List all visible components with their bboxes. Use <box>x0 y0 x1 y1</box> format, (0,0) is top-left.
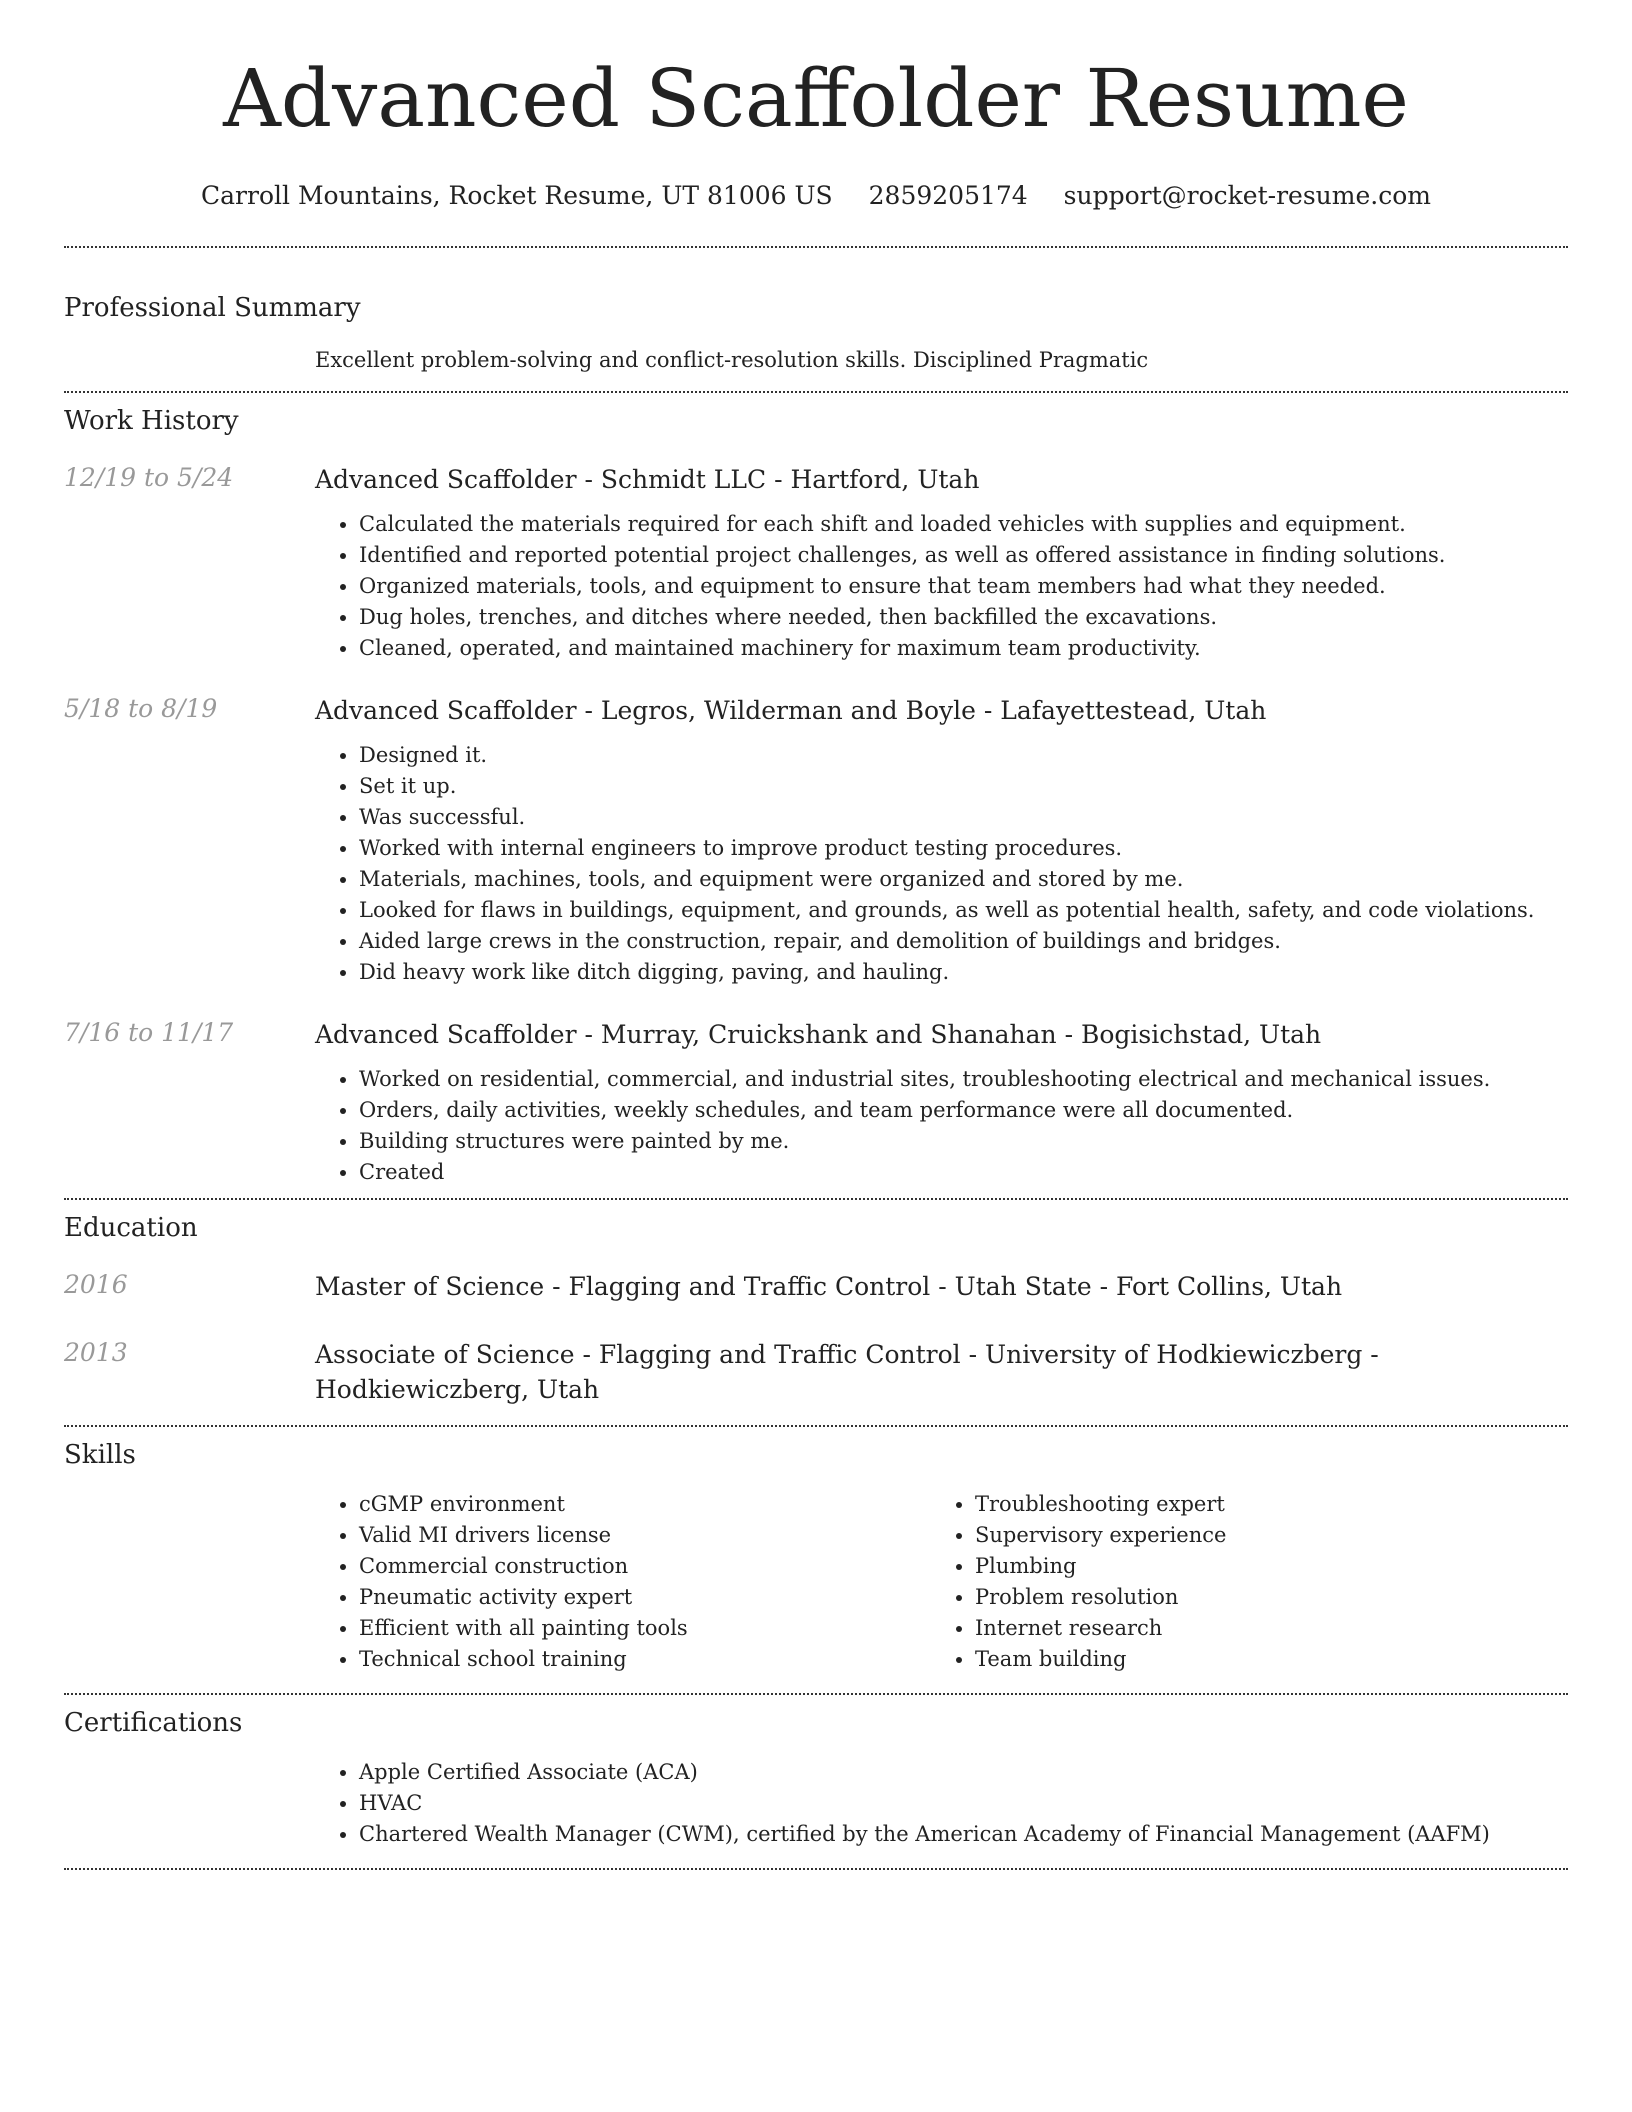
list-item: • Calculated the materials required for each shift and loaded vehicles with supplies and equipment. <box>359 509 1568 540</box>
education-degree: Master of Science - Flagging and Traffic Control - Utah State - Fort Collins, Utah <box>315 1272 1343 1301</box>
list-item: • Designed it. <box>359 740 1568 771</box>
list-item: • Problem resolution <box>975 1582 1547 1613</box>
list-item: • Internet research <box>975 1613 1547 1644</box>
list-item: • HVAC <box>359 1788 1568 1819</box>
list-item: • Created <box>359 1157 1568 1188</box>
list-item: • Technical school training <box>359 1644 931 1675</box>
certifications-list <box>315 1757 1568 1850</box>
education-year: 2013 <box>64 1338 128 1367</box>
divider <box>64 1693 1568 1695</box>
list-item: • Dug holes, trenches, and ditches where needed, then backfilled the excavations. <box>359 602 1568 633</box>
skills-heading: Skills <box>64 1440 136 1470</box>
job-bullets <box>315 1064 1568 1188</box>
list-item: • Was successful. <box>359 802 1568 833</box>
job-entry <box>64 693 1568 988</box>
work-heading: Work History <box>64 406 239 436</box>
list-item: • Efficient with all painting tools <box>359 1613 931 1644</box>
list-item: • Plumbing <box>975 1551 1547 1582</box>
divider <box>64 1425 1568 1427</box>
list-item: • Supervisory experience <box>975 1520 1547 1551</box>
skills-list <box>931 1489 1547 1675</box>
list-item: • Valid MI drivers license <box>359 1520 931 1551</box>
list-item: • Organized materials, tools, and equipment to ensure that team members had what they needed. <box>359 571 1568 602</box>
education-entry <box>64 1337 1568 1407</box>
certifications-heading: Certifications <box>64 1708 243 1738</box>
skills-column-right <box>931 1489 1547 1675</box>
list-item: • Worked on residential, commercial, and industrial sites, troubleshooting electrical and mechanical issues. <box>359 1064 1568 1095</box>
summary-heading: Professional Summary <box>64 293 361 323</box>
list-item: • Worked with internal engineers to improve product testing procedures. <box>359 833 1568 864</box>
education-entry <box>64 1269 1568 1304</box>
list-item: • Looked for flaws in buildings, equipment, and grounds, as well as potential health, safety, and code violations. <box>359 895 1568 926</box>
list-item: • Identified and reported potential project challenges, as well as offered assistance in finding solutions. <box>359 540 1568 571</box>
skills-grid <box>315 1489 1568 1675</box>
contact-phone: 2859205174 <box>868 181 1028 210</box>
certifications-body <box>315 1757 1568 1850</box>
list-item: • Materials, machines, tools, and equipment were organized and stored by me. <box>359 864 1568 895</box>
list-item: • Chartered Wealth Manager (CWM), certified by the American Academy of Financial Management (AAFM) <box>359 1819 1568 1850</box>
job-dates: 7/16 to 11/17 <box>64 1018 234 1047</box>
job-entry <box>64 1017 1568 1188</box>
education-year: 2016 <box>64 1270 128 1299</box>
divider <box>64 391 1568 393</box>
list-item: • cGMP environment <box>359 1489 931 1520</box>
list-item: • Building structures were painted by me. <box>359 1126 1568 1157</box>
job-dates: 12/19 to 5/24 <box>64 463 234 492</box>
skills-list <box>315 1489 931 1675</box>
contact-email: support@rocket-resume.com <box>1063 181 1431 210</box>
job-bullets <box>315 509 1568 664</box>
job-title: Advanced Scaffolder - Schmidt LLC - Hartford, Utah <box>315 465 980 494</box>
list-item: • Commercial construction <box>359 1551 931 1582</box>
resume-title: Advanced Scaffolder Resume <box>223 52 1409 145</box>
divider <box>64 1868 1568 1870</box>
job-title: Advanced Scaffolder - Murray, Cruickshank and Shanahan - Bogisichstad, Utah <box>315 1020 1322 1049</box>
contact-line <box>64 180 1568 212</box>
list-item: • Team building <box>975 1644 1547 1675</box>
job-dates: 5/18 to 8/19 <box>64 694 218 723</box>
summary-text: Excellent problem-solving and conflict-resolution skills. Disciplined Pragmatic <box>315 348 1149 372</box>
skills-column-left <box>315 1489 931 1675</box>
education-heading: Education <box>64 1213 198 1243</box>
contact-address: Carroll Mountains, Rocket Resume, UT 81006 US <box>201 181 833 210</box>
list-item: • Orders, daily activities, weekly schedules, and team performance were all documented. <box>359 1095 1568 1126</box>
list-item: • Set it up. <box>359 771 1568 802</box>
list-item: • Did heavy work like ditch digging, paving, and hauling. <box>359 957 1568 988</box>
list-item: • Pneumatic activity expert <box>359 1582 931 1613</box>
list-item: • Troubleshooting expert <box>975 1489 1547 1520</box>
job-title: Advanced Scaffolder - Legros, Wilderman and Boyle - Lafayettestead, Utah <box>315 696 1267 725</box>
job-entry <box>64 462 1568 664</box>
job-bullets <box>315 740 1568 988</box>
divider <box>64 246 1568 248</box>
divider <box>64 1198 1568 1200</box>
education-degree: Associate of Science - Flagging and Traffic Control - University of Hodkiewiczberg - Hodkiewiczberg, Utah <box>315 1340 1379 1404</box>
list-item: • Aided large crews in the construction, repair, and demolition of buildings and bridges. <box>359 926 1568 957</box>
list-item: • Cleaned, operated, and maintained machinery for maximum team productivity. <box>359 633 1568 664</box>
list-item: • Apple Certified Associate (ACA) <box>359 1757 1568 1788</box>
